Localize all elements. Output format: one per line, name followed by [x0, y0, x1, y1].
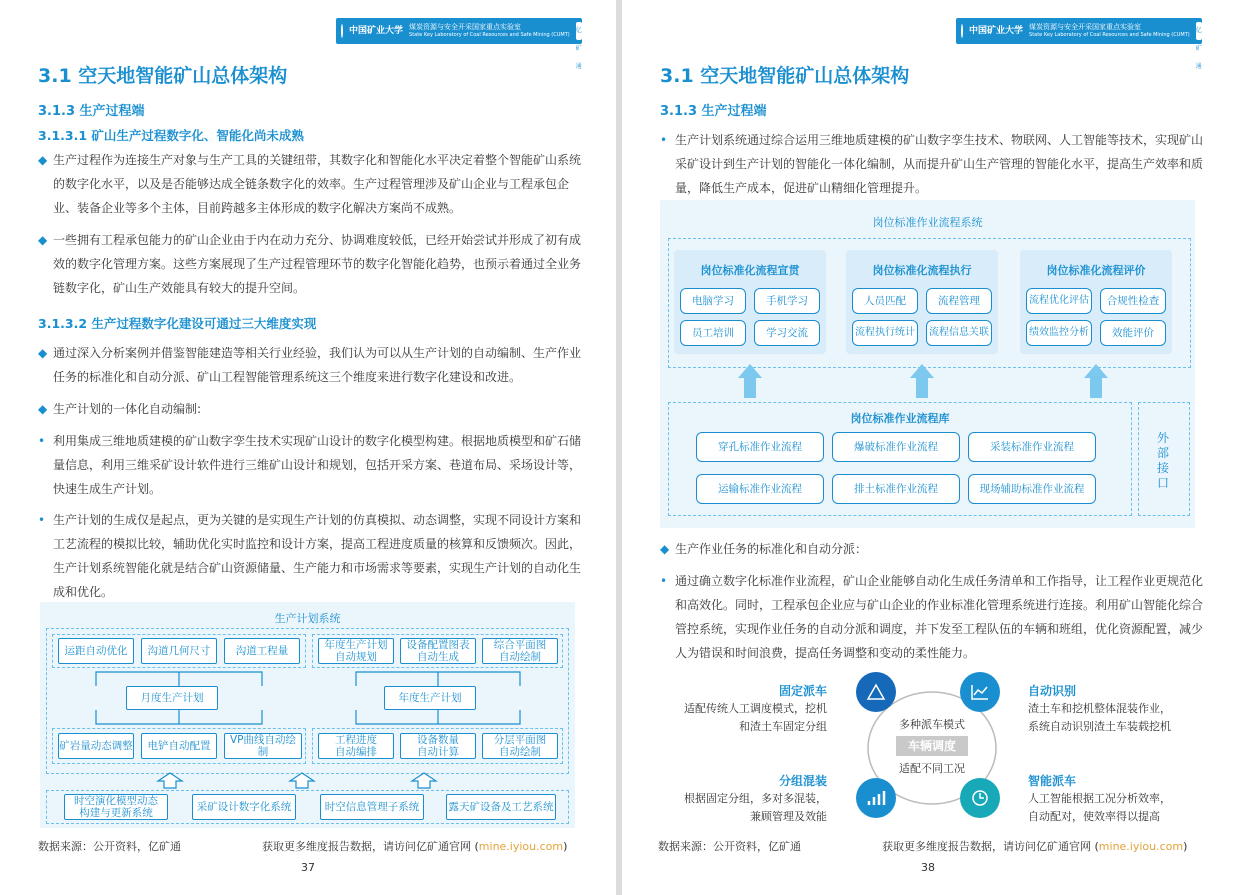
dispatch-diagram	[660, 668, 1205, 828]
auto-recognition-icon	[960, 672, 1000, 712]
group-title: 岗位标准化流程评价	[1046, 264, 1146, 277]
diamond-bullet-icon: ◆	[38, 153, 48, 167]
quadrant-desc-line: 根据固定分组，多对多混装，	[684, 792, 827, 805]
diagram-box: 采矿设计数字化系统	[192, 794, 296, 820]
arrow-lines-top	[40, 668, 575, 688]
diagram-box: VP曲线自动绘制	[224, 733, 302, 759]
bullet-paragraph	[660, 537, 1205, 561]
university-name: 中国矿业大学	[969, 26, 1024, 36]
quadrant-desc-line: 系统自动识别渣土车装载挖机	[1028, 720, 1171, 733]
diagram-box: 时空信息管理子系统	[320, 794, 424, 820]
diagram-box: 员工培训	[680, 320, 746, 346]
section-title: 3.1 空天地智能矿山总体架构	[660, 65, 910, 87]
university-seal-icon	[961, 24, 963, 38]
monthly-plan-box: 月度生产计划	[126, 686, 218, 710]
sub-subsection-title-1: 3.1.3.1 矿山生产过程数字化、智能化尚未成熟	[38, 128, 304, 143]
diagram-box: 分层平面图 自动绘制	[482, 733, 558, 759]
more-info: 获取更多维度报告数据，请访问亿矿通官网 (mine.iyiou.com)	[882, 840, 1188, 853]
hollow-up-arrows	[40, 772, 575, 790]
quadrant-desc-line: 适配传统人工调度模式，挖机	[684, 702, 827, 715]
center-bottom-text: 适配不同工况	[899, 762, 965, 775]
dot-bullet-icon: •	[660, 133, 668, 147]
smart-dispatch-icon	[960, 778, 1000, 818]
arrow-lines-bottom	[40, 710, 575, 728]
section-title: 3.1 空天地智能矿山总体架构	[38, 65, 288, 87]
paragraph-text: 生产作业任务的标准化和自动分派：	[675, 542, 868, 556]
subsection-title: 3.1.3 生产过程端	[38, 104, 145, 119]
dot-paragraph	[38, 508, 583, 604]
brand-logo: 亿矿通	[576, 22, 582, 40]
diagram-box: 时空演化模型动态 构建与更新系统	[64, 794, 168, 820]
diamond-bullet-icon: ◆	[38, 233, 48, 247]
paragraph-text: 生产计划系统通过综合运用三维地质建模的矿山数字孪生技术、物联网、人工智能等技术，实现矿山采矿设计到生产计划的智能化一体化编制，从而提升矿山生产管理的智能化水平，提高生产效率和质量，降低生产成本，促进矿山精细化管理提升。	[675, 133, 1204, 195]
quadrant-desc-line: 渣土车和挖机整体混装作业，	[1028, 702, 1171, 715]
up-arrow-icon	[1084, 362, 1108, 398]
quadrant-title: 自动识别	[1028, 684, 1077, 698]
up-arrow-icon	[738, 362, 762, 398]
data-source: 数据来源：公开资料，亿矿通	[38, 840, 181, 853]
diagram-box: 电铲自动配置	[141, 733, 217, 759]
quadrant-desc-line: 人工智能根据工况分析效率，	[1028, 792, 1171, 805]
bullet-paragraph	[38, 397, 583, 421]
external-interface-label: 外部接口	[1156, 431, 1169, 490]
quadrant-desc	[684, 700, 827, 736]
subsection-title: 3.1.3 生产过程端	[660, 104, 767, 119]
diamond-bullet-icon: ◆	[38, 346, 48, 360]
lab-name-cn: 煤炭资源与安全开采国家重点实验室	[409, 23, 522, 31]
annual-plan-box: 年度生产计划	[384, 686, 476, 710]
center-top-text: 多种派车模式	[899, 718, 965, 731]
diagram-box: 绩效监控分析	[1026, 320, 1092, 346]
diagram-box: 爆破标准作业流程	[832, 432, 960, 462]
dot-bullet-icon: •	[38, 434, 46, 448]
site-link[interactable]: mine.iyiou.com	[1098, 840, 1184, 853]
bullet-paragraph	[38, 341, 583, 389]
paragraph-text: 通过深入分析案例并借鉴智能建造等相关行业经验，我们认为可以从生产计划的自动编制、生产作业任务的标准化和自动分派、矿山工程智能管理系统这三个维度来进行数字化建设和改进。	[53, 346, 582, 384]
production-plan-diagram	[40, 602, 575, 828]
fixed-dispatch-icon	[856, 672, 896, 712]
dot-bullet-icon: •	[38, 513, 46, 527]
site-link[interactable]: mine.iyiou.com	[478, 840, 564, 853]
group-title: 岗位标准化流程宣贯	[700, 264, 800, 277]
more-info: 获取更多维度报告数据，请访问亿矿通官网 (mine.iyiou.com)	[262, 840, 568, 853]
quadrant-title: 智能派车	[1028, 774, 1077, 788]
diagram-box: 合规性检查	[1100, 288, 1166, 314]
diagram-box: 现场辅助标准作业流程	[968, 474, 1096, 504]
quadrant-desc-line: 自动配对，使效率得以提高	[1028, 810, 1160, 823]
paragraph-text: 通过确立数字化标准作业流程，矿山企业能够自动化生成任务清单和工作指导，让工程作业更规范化和高效化。同时，工程承包企业应与矿山企业的作业标准化管理系统进行连接。利用矿山智能化综合管控系统，实现作业任务的自动分派和调度，并下发至工程队伍的车辆和班组，优化资源配置，减少人为错误和时间浪费，提高任务调整和变动的柔性能力。	[675, 574, 1204, 660]
quadrant-title: 固定派车	[778, 684, 827, 698]
quadrant-title: 分组混装	[778, 774, 827, 788]
page-number: 37	[301, 861, 315, 874]
more-info-text: 获取更多维度报告数据，请访问亿矿通官网	[262, 840, 471, 853]
center-label: 车辆调度	[896, 736, 968, 756]
diagram-box: 运距自动优化	[58, 638, 134, 664]
diamond-bullet-icon: ◆	[660, 542, 670, 556]
lab-name-cn: 煤炭资源与安全开采国家重点实验室	[1029, 23, 1142, 31]
diagram-box: 流程优化评估	[1026, 288, 1092, 314]
diagram-box: 电脑学习	[680, 288, 746, 314]
data-source: 数据来源：公开资料，亿矿通	[658, 840, 801, 853]
diagram-box: 效能评价	[1100, 320, 1166, 346]
diagram-box: 穿孔标准作业流程	[696, 432, 824, 462]
dot-paragraph	[38, 429, 583, 501]
diagram-box: 采装标准作业流程	[968, 432, 1096, 462]
bullet-paragraph	[38, 228, 583, 300]
header-banner	[336, 18, 582, 70]
quadrant-desc	[1028, 700, 1171, 736]
page-38	[622, 0, 1239, 895]
quadrant-desc	[1028, 790, 1171, 826]
lab-name-en: State Key Laboratory of Coal Resources and Safe Mining (CUMT)	[1029, 32, 1190, 38]
diagram-box: 沟道几何尺寸	[141, 638, 217, 664]
diagram-box: 设备配置图表 自动生成	[400, 638, 476, 664]
university-seal-icon	[341, 24, 343, 38]
group-mixed-icon	[856, 778, 896, 818]
dot-bullet-icon: •	[660, 574, 668, 588]
diagram-box: 矿岩量动态调整	[58, 733, 134, 759]
diagram-box: 设备数量 自动计算	[400, 733, 476, 759]
group-title: 岗位标准化流程执行	[872, 264, 972, 277]
diagram-box: 年度生产计划 自动规划	[318, 638, 394, 664]
dot-paragraph	[660, 128, 1205, 200]
diagram-box: 工程进度 自动编排	[318, 733, 394, 759]
diagram-box: 手机学习	[754, 288, 820, 314]
paragraph-text: 生产过程作为连接生产对象与生产工具的关键纽带，其数字化和智能化水平决定着整个智能矿山系统的数字化水平，以及是否能够达成全链条数字化的效率。生产过程管理涉及矿山企业与工程承包企业、装备企业等多个主体，目前跨越多主体形成的数字化解决方案尚不成熟。	[53, 153, 582, 215]
job-standard-diagram	[660, 200, 1195, 528]
diagram-title: 岗位标准作业流程系统	[872, 216, 983, 229]
paragraph-text: 生产计划的生成仅是起点，更为关键的是实现生产计划的仿真模拟、动态调整，实现不同设计方案和工艺流程的模拟比较，辅助优化实时监控和设计方案，提高工程进度质量的核算和反馈频次。因此，生产计划系统智能化就是结合矿山资源储量、生产能力和市场需求等要素，实现生产计划的自动化生成和优化。	[53, 513, 582, 599]
diagram-box: 排土标准作业流程	[832, 474, 960, 504]
paragraph-text: 生产计划的一体化自动编制:	[53, 402, 202, 416]
diagram-title: 生产计划系统	[274, 612, 341, 625]
diagram-box: 流程管理	[926, 288, 992, 314]
more-info-text: 获取更多维度报告数据，请访问亿矿通官网	[882, 840, 1091, 853]
brand-logo: 亿矿通	[1196, 22, 1202, 40]
diagram-box: 运输标准作业流程	[696, 474, 824, 504]
diagram-box: 人员匹配	[852, 288, 918, 314]
diagram-box: 学习交流	[754, 320, 820, 346]
paragraph-text: 一些拥有工程承包能力的矿山企业由于内在动力充分、协调难度较低，已经开始尝试并形成了初有成效的数字化管理方案。这些方案展现了生产过程管理环节的数字化智能化趋势，也预示着通过全业务链数字化，矿山生产效能具有较大的提升空间。	[53, 233, 582, 295]
sub-subsection-title-2: 3.1.3.2 生产过程数字化建设可通过三大维度实现	[38, 316, 317, 331]
university-name: 中国矿业大学	[349, 26, 404, 36]
group-training	[674, 250, 826, 354]
bullet-paragraph	[38, 148, 583, 220]
quadrant-desc-line: 和渣土车固定分组	[739, 720, 827, 733]
diagram-box: 露天矿设备及工艺系统	[446, 794, 556, 820]
quadrant-desc	[684, 790, 827, 826]
paragraph-text: 利用集成三维地质建模的矿山数字孪生技术实现矿山设计的数字化模型构建。根据地质模型和矿石储量信息，利用三维采矿设计软件进行三维矿山设计和规划，包括开采方案、巷道布局、采场设计等，快速生成生产计划。	[53, 434, 582, 496]
diagram-box: 流程信息关联	[926, 320, 992, 346]
diagram-box: 综合平面图 自动绘制	[482, 638, 558, 664]
quadrant-desc-line: 兼顾管理及效能	[750, 810, 827, 823]
page-37	[0, 0, 616, 895]
external-interface-frame	[1138, 402, 1190, 516]
up-arrow-icon	[910, 362, 934, 398]
diamond-bullet-icon: ◆	[38, 402, 48, 416]
lab-name	[1029, 23, 1190, 39]
header-banner	[956, 18, 1202, 70]
diagram-box: 沟道工程量	[224, 638, 300, 664]
group-evaluation	[1020, 250, 1172, 354]
lab-name-en: State Key Laboratory of Coal Resources and Safe Mining (CUMT)	[409, 32, 570, 38]
library-title: 岗位标准作业流程库	[850, 412, 950, 425]
dot-paragraph	[660, 569, 1205, 665]
lab-name	[409, 23, 570, 39]
page-number: 38	[921, 861, 935, 874]
group-execution	[846, 250, 998, 354]
diagram-box: 流程执行统计	[852, 320, 918, 346]
